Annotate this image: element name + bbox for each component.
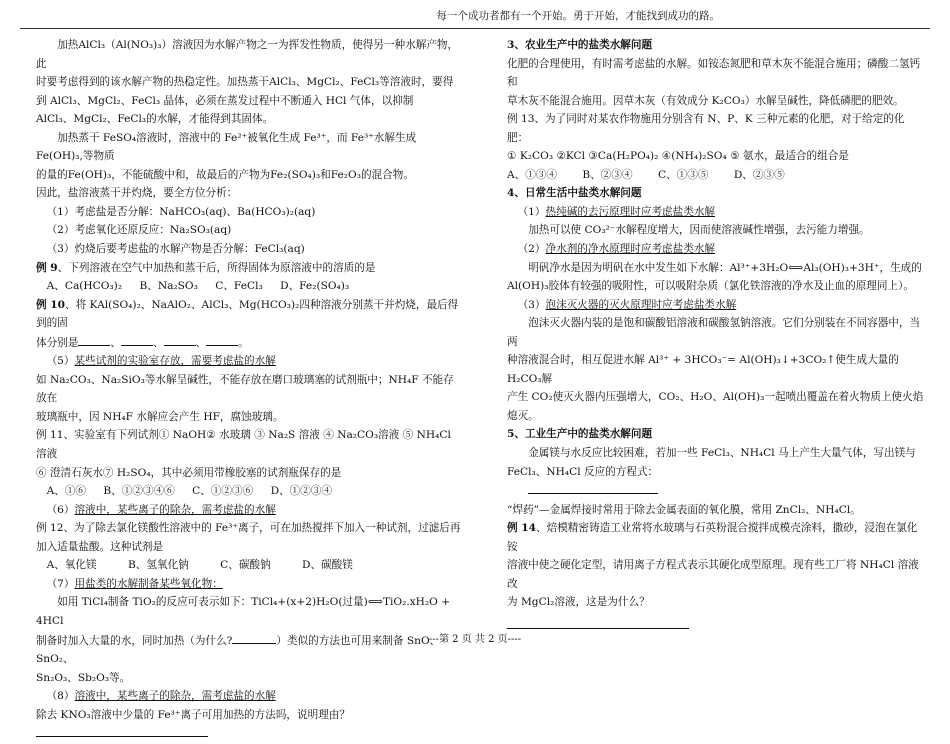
page-footer (0, 630, 950, 645)
text-segment: ）类似的方法也可用来制备 SnO、SnO₂、 (36, 634, 441, 666)
text-line: 时要考虑得到的该水解产物的热稳定性。加热蒸干AlCl₃、MgCl₂、FeCl₃等溶液时，要得 (36, 76, 454, 89)
section-title: 净水剂的净水原理时应考虑盐类水解 (545, 243, 716, 256)
option: A、①⑥ (46, 485, 87, 498)
option: B、①②③④⑥ (103, 485, 175, 498)
section-title: 泡沫灭火器的灭火原理时应考虑盐类水解 (545, 298, 737, 311)
text-line: 例 13、为了同时对某农作物施用分别含有 N、P、K 三种元素的化肥，对于给定的化肥： (507, 113, 905, 144)
section-title: 用盐类的水解制备某些氧化物： (74, 577, 223, 590)
option: C、碳酸钠 (220, 559, 271, 572)
text-line: （2）考虑氧化还原反应：Na₂SO₃(aq) (46, 224, 232, 237)
section-num: （2） (517, 243, 546, 256)
section-num: （3） (517, 298, 546, 311)
text-line: Al(OH)₃胶体有较强的吸附性，可以吸附杂质（氯化铁溶液的净水及止血的原理同上）。 (507, 280, 914, 293)
example-text: 体分别是 (36, 336, 79, 349)
text-line: 加热AlCl₃（Al(NO₃)₃）溶液因为水解产物之一为挥发性物质，使得另一种水解产物，此 (36, 39, 459, 70)
example-label: 例 10 (36, 298, 66, 311)
example-text: 、下列溶液在空气中加热和蒸干后，所得固体为原溶液中的溶质的是 (57, 261, 376, 274)
option: A、①③④ (507, 168, 558, 181)
answer-blank[interactable] (36, 724, 208, 737)
example-label: 例 14 (507, 522, 537, 535)
text-line: 产生 CO₂使灭火器内压强增大，CO₂、H₂O、Al(OH)₃一起喷出覆盖在着火物质上使火焰 (507, 391, 924, 404)
page-number: ---第 2 页 共 2 页---- (428, 634, 522, 645)
subsection-heading (507, 240, 925, 259)
text-line: FeCl₃、NH₄Cl 反应的方程式： (507, 465, 659, 478)
text-line: 金属镁与水反应比较困难，若加一些 FeCl₃、NH₄Cl 马上产生大量气体，写出镁与 (528, 447, 916, 460)
answer-line-wrap (36, 724, 464, 744)
section-title: 溶液中，某些离子的除杂，需考虑盐的水解 (74, 690, 276, 703)
answer-blank[interactable] (206, 333, 238, 346)
option: B、氢氧化钠 (128, 559, 189, 572)
section-7-heading (36, 575, 464, 594)
section-heading: 5、工业生产中的盐类水解问题 (507, 428, 653, 441)
section-num: （7） (46, 577, 75, 590)
text-line: 加热蒸干 FeSO₄溶液时，溶液中的 Fe²⁺被氧化生成 Fe³⁺，而 Fe³⁺水解生成 Fe(OH)₃,等物质 (36, 131, 417, 163)
section-num: （6） (46, 503, 75, 516)
answer-blank[interactable] (164, 333, 196, 346)
example-9-options (36, 277, 464, 296)
text-line: 如 Na₂CO₃、Na₂SiO₃等水解呈碱性，不能存放在磨口玻璃塞的试剂瓶中；NH₄F 不能存放在 (36, 373, 454, 405)
example-10-answer-line: 体分别是 、 、 、 。 (36, 333, 464, 353)
text-line: 为 MgCl₂溶液，这是为什么？ (507, 596, 650, 609)
answer-line-wrap (507, 481, 925, 501)
option: C、FeCl₃ (215, 280, 263, 293)
section-num: （1） (517, 205, 546, 218)
text-line: 熄灭。 (507, 409, 539, 422)
text-line: 泡沫灭火器内装的是饱和碳酸铝溶液和碳酸氢钠溶液。它们分别装在不同容器中，当两 (507, 317, 921, 348)
text-line: ⑥ 澄清石灰水⑦ H₂SO₄，其中必须用带橡胶塞的试剂瓶保存的是 (36, 466, 342, 479)
text-line: 种溶液混合时，相互促进水解 Al³⁺ + 3HCO₃⁻= Al(OH)₃↓+3CO₂↑使生成大量的 H₂CO₃解 (507, 354, 899, 385)
example-text: 、焙模精密铸造工业常将水玻璃与石英粉混合搅拌成模壳涂料，撒砂，浸泡在氯化铵 (507, 522, 918, 553)
section-heading: 4、日常生活中盐类水解问题 (507, 187, 642, 200)
answer-blank[interactable] (78, 333, 110, 346)
text-line: 如用 TiCl₄制备 TiO₂的反应可表示如下：TiCl₄+(x+2)H₂O(过量)⟺TiO₂.xH₂O + 4HCl (36, 596, 451, 627)
section-num: （5） (46, 355, 75, 368)
text-line: “焊药”—金属焊接时常用于除去金属表面的氧化膜，常用 ZnCl₂、NH₄Cl。 (507, 503, 861, 516)
example-12-options (36, 556, 464, 575)
text-line: 化肥的合理使用，有时需考虑盐的水解。如铵态氮肥和草木灰不能混合施用；磷酸二氢钙和 (507, 57, 921, 89)
example-label: 例 9 (36, 261, 58, 274)
section-title: 某些试剂的实验室存放，需要考虑盐的水解 (74, 355, 276, 368)
section-6-heading (36, 501, 464, 520)
text-line: AlCl₃、MgCl₂、FeCl₃的水解，才能得到其固体。 (36, 113, 274, 126)
example-10 (36, 296, 464, 333)
option: B、②③④ (582, 168, 633, 181)
text-line: 例 12、为了除去氯化镁酸性溶液中的 Fe³⁺离子，可在加热搅拌下加入一种试剂，过滤后再 (36, 522, 461, 535)
text-line: 到 AlCl₃、MgCl₂、FeCl₃ 晶体，必须在蒸发过程中不断通入 HCl 气体，以抑制 (36, 94, 414, 107)
text-line: 例 11、实验室有下列试剂① NaOH② 水玻璃 ③ Na₂S 溶液 ④ Na₂CO₃溶液 ⑤ NH₄Cl 溶液 (36, 429, 451, 461)
example-9 (36, 259, 464, 278)
text-line: 溶液中使之硬化定型，请用离子方程式表示其硬化成型原理。现有些工厂将 NH₄Cl 溶液改 (507, 559, 919, 590)
text-line: 明矾净水是因为明矾在水中发生如下水解：Al³⁺+3H₂O⟺Al₃(OH)₃+3H⁺，生成的 (528, 261, 922, 274)
example-13-options (507, 166, 925, 185)
option: D、①②③④ (270, 485, 333, 498)
right-column (507, 36, 925, 636)
option: B、Na₂SO₃ (139, 280, 198, 293)
section-num: （8） (46, 690, 75, 703)
section-8-heading (36, 687, 464, 706)
subsection-heading (507, 296, 925, 315)
section-title: 热纯碱的去污原理时应考虑盐类水解 (545, 205, 716, 218)
text-line: 加入适量盐酸。这种试剂是 (36, 540, 164, 553)
text-line: Sn₂O₃、Sb₂O₃等。 (36, 671, 131, 684)
answer-blank[interactable] (121, 333, 153, 346)
answer-blank[interactable] (528, 481, 658, 494)
example-14 (507, 519, 925, 556)
text-line: （1）考虑盐是否分解：NaHCO₃(aq)、Ba(HCO₃)₂(aq) (46, 205, 316, 218)
text-line: 因此，盐溶液蒸干并灼烧，要全方位分析： (36, 187, 238, 200)
text-line: 加热可以使 CO₃²⁻水解程度增大，因而使溶液碱性增强，去污能力增强。 (528, 224, 870, 237)
section-heading: 3、农业生产中的盐类水解问题 (507, 39, 653, 51)
section-title: 溶液中，某些离子的除杂，需考虑盐的水解 (74, 503, 276, 516)
text-line: （3）灼烧后要考虑盐的水解产物是否分解：FeCl₃(aq) (46, 243, 305, 256)
option: A、氧化镁 (46, 559, 97, 572)
option: C、①②③⑥ (192, 485, 254, 498)
page-header (20, 6, 930, 29)
option: A、Ca(HCO₃)₂ (46, 280, 123, 293)
example-11-options (36, 482, 464, 501)
text-line: 玻璃瓶中，因 NH₄F 水解应会产生 HF，腐蚀玻璃。 (36, 410, 284, 423)
option: D、②③⑤ (733, 168, 785, 181)
section-5-heading (36, 352, 464, 371)
answer-blank[interactable] (507, 616, 689, 629)
text-segment: 制备时加入大量的水，同时加热（为什么? (36, 634, 233, 647)
example-text: 、将 KAl(SO₄)₂、NaAlO₂、AlCl₃、Mg(HCO₃)₂四种溶液分别蒸干并灼烧，最后得到的固 (36, 298, 459, 330)
header-motto: 每一个成功者都有一个开始。勇于开始，才能找到成功的路。 (436, 10, 720, 22)
text-line: 草木灰不能混合施用。因草木灰（有效成分 K₂CO₃）水解呈碱性，降低磷肥的肥效。 (507, 94, 904, 107)
option: C、①③⑤ (657, 168, 709, 181)
text-line: 除去 KNO₃溶液中少量的 Fe³⁺离子可用加热的方法吗，说明理由？ (36, 708, 350, 721)
option: D、碳酸镁 (302, 559, 353, 572)
text-line: 的量的Fe(OH)₃，不能硫酸中和，故最后的产物为Fe₂(SO₄)₃和Fe₂O₃的混合物。 (36, 168, 414, 181)
option: D、Fe₂(SO₄)₃ (280, 280, 350, 293)
subsection-heading (507, 203, 925, 222)
text-line: ① K₂CO₃ ②KCl ③Ca(H₂PO₄)₂ ④(NH₄)₂SO₄ ⑤ 氨水，最适合的组合是 (507, 150, 849, 163)
